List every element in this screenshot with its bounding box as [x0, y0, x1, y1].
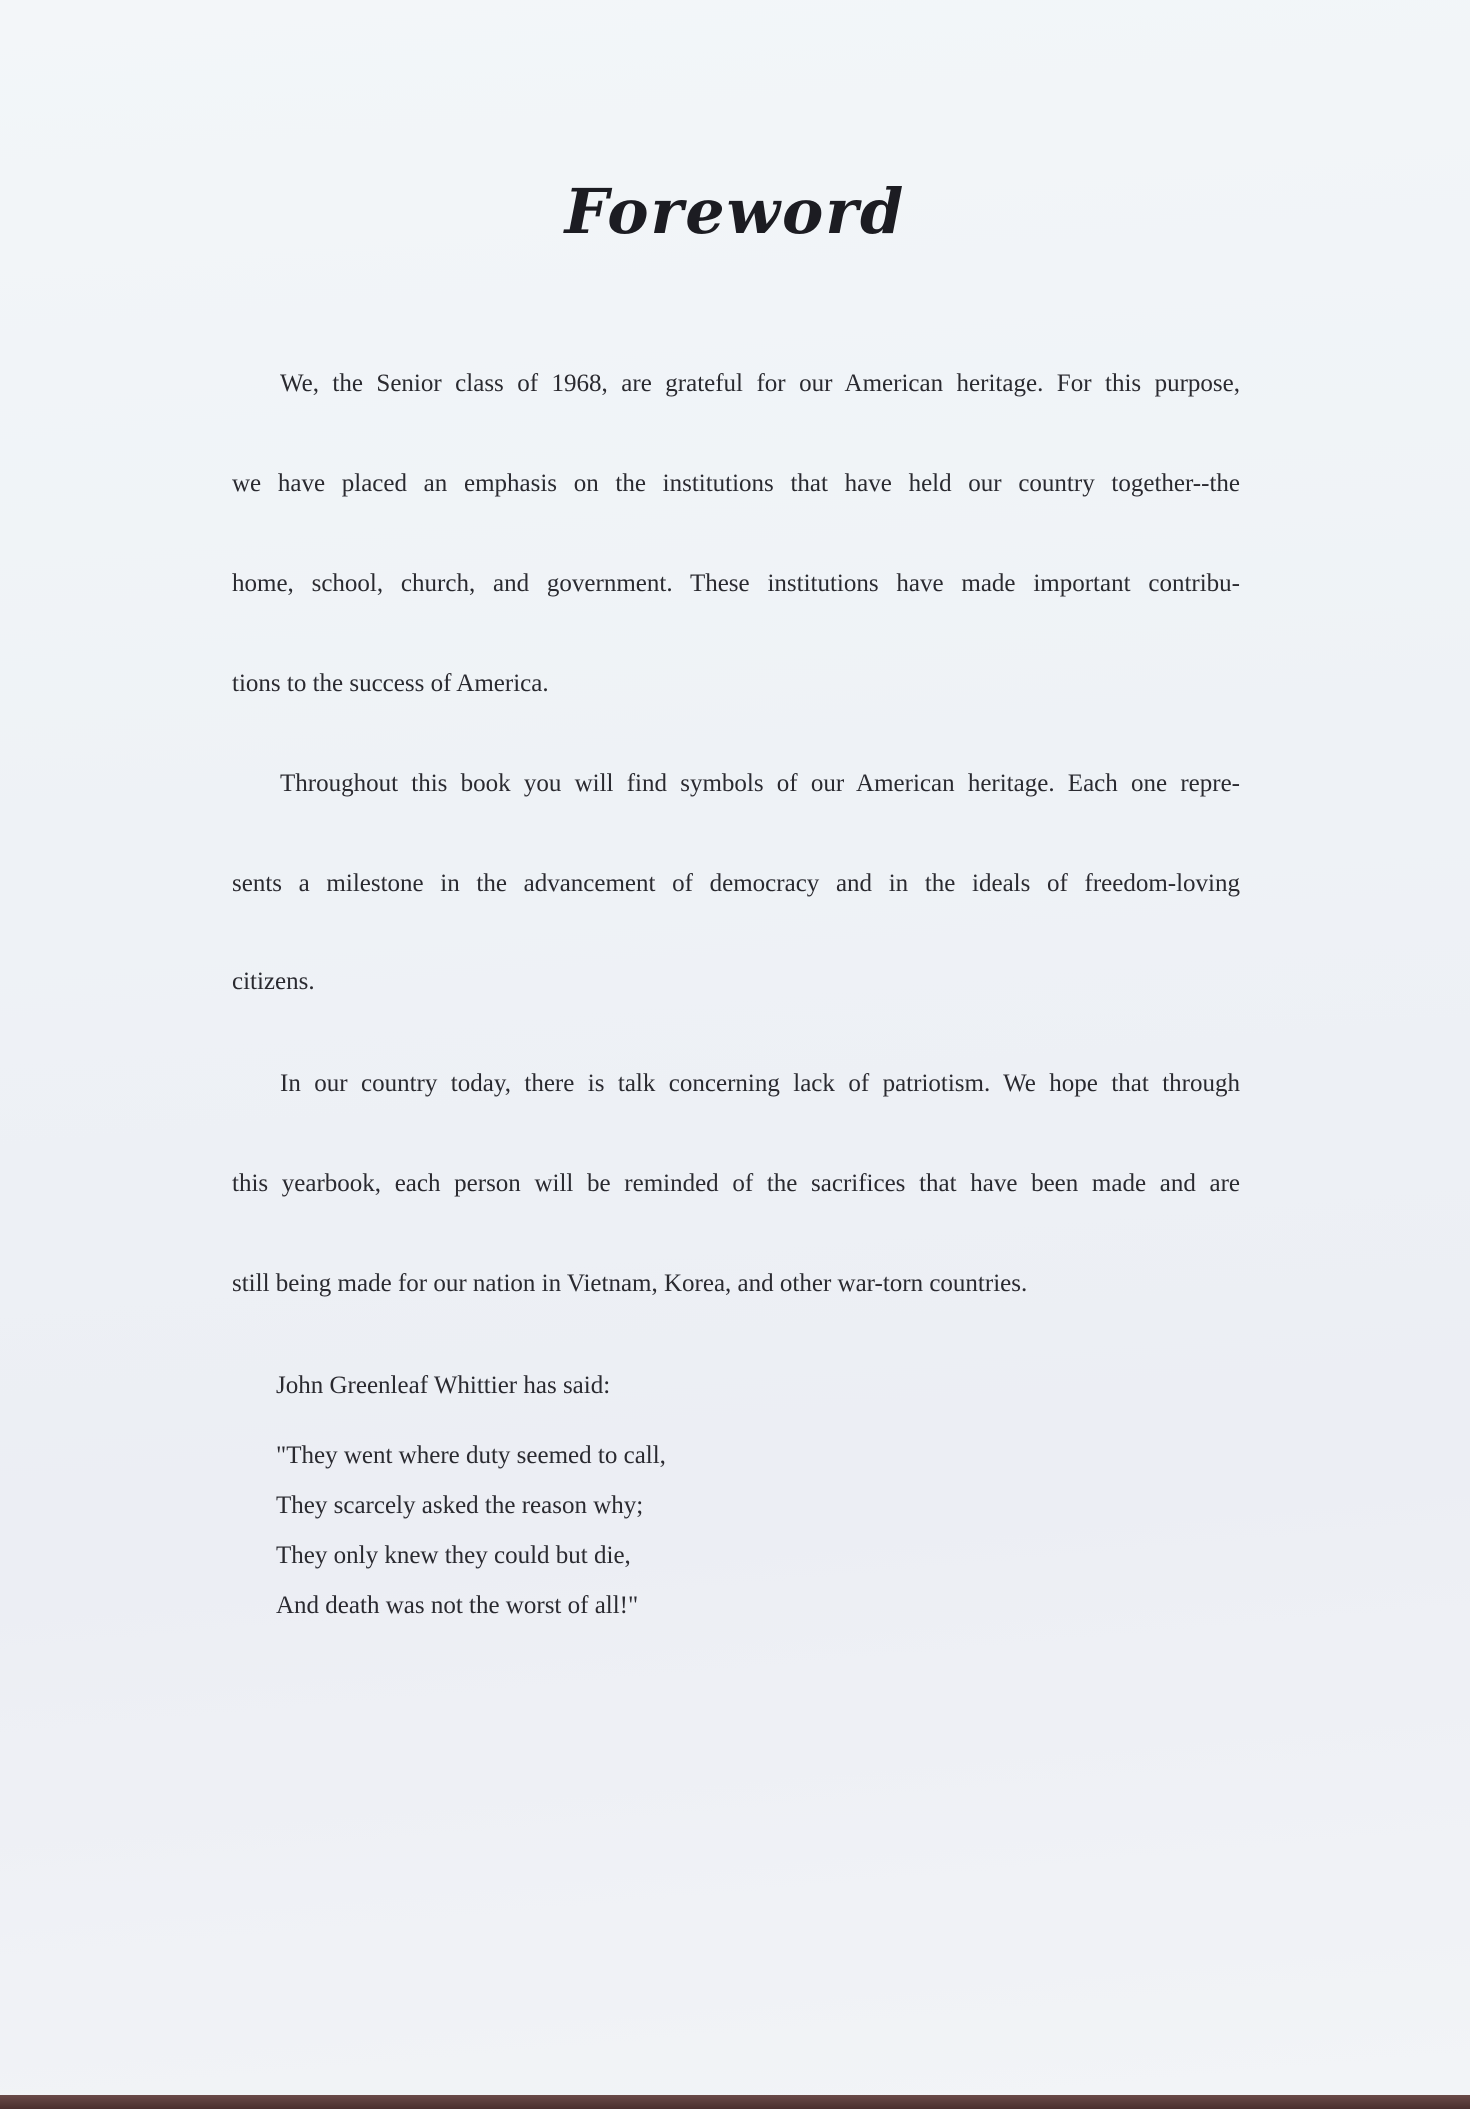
poem-line-4: And death was not the worst of all!"	[276, 1592, 639, 1619]
poem-line-1: "They went where duty seemed to call,	[276, 1442, 666, 1469]
paragraph-3-line-1: In our country today, there is talk concerning lack of patriotism. We hope that through	[280, 1070, 1240, 1097]
foreword-body	[232, 0, 1240, 2109]
paragraph-3-line-3: still being made for our nation in Vietnam, Korea, and other war-torn countries.	[232, 1270, 1028, 1297]
paragraph-2-line-3: citizens.	[232, 968, 315, 995]
poem-line-3: They only knew they could but die,	[276, 1542, 631, 1569]
poem-line-2: They scarcely asked the reason why;	[276, 1492, 644, 1519]
paragraph-1-line-3: home, school, church, and government. These institutions have made important contribu-	[232, 570, 1240, 597]
paragraph-2-line-2: sents a milestone in the advancement of democracy and in the ideals of freedom-loving	[232, 870, 1240, 897]
paragraph-1-line-2: we have placed an emphasis on the institutions that have held our country together--the	[232, 470, 1240, 497]
paragraph-3-line-2: this yearbook, each person will be reminded of the sacrifices that have been made and are	[232, 1170, 1240, 1197]
paragraph-1-line-1: We, the Senior class of 1968, are grateful for our American heritage. For this purpose,	[280, 370, 1240, 397]
paragraph-2-line-1: Throughout this book you will find symbols of our American heritage. Each one repre-	[280, 770, 1240, 797]
page-title: Foreword	[564, 175, 906, 248]
book-cover-edge	[0, 2095, 1470, 2109]
attribution: John Greenleaf Whittier has said:	[276, 1372, 611, 1399]
paragraph-1-line-4: tions to the success of America.	[232, 670, 549, 697]
